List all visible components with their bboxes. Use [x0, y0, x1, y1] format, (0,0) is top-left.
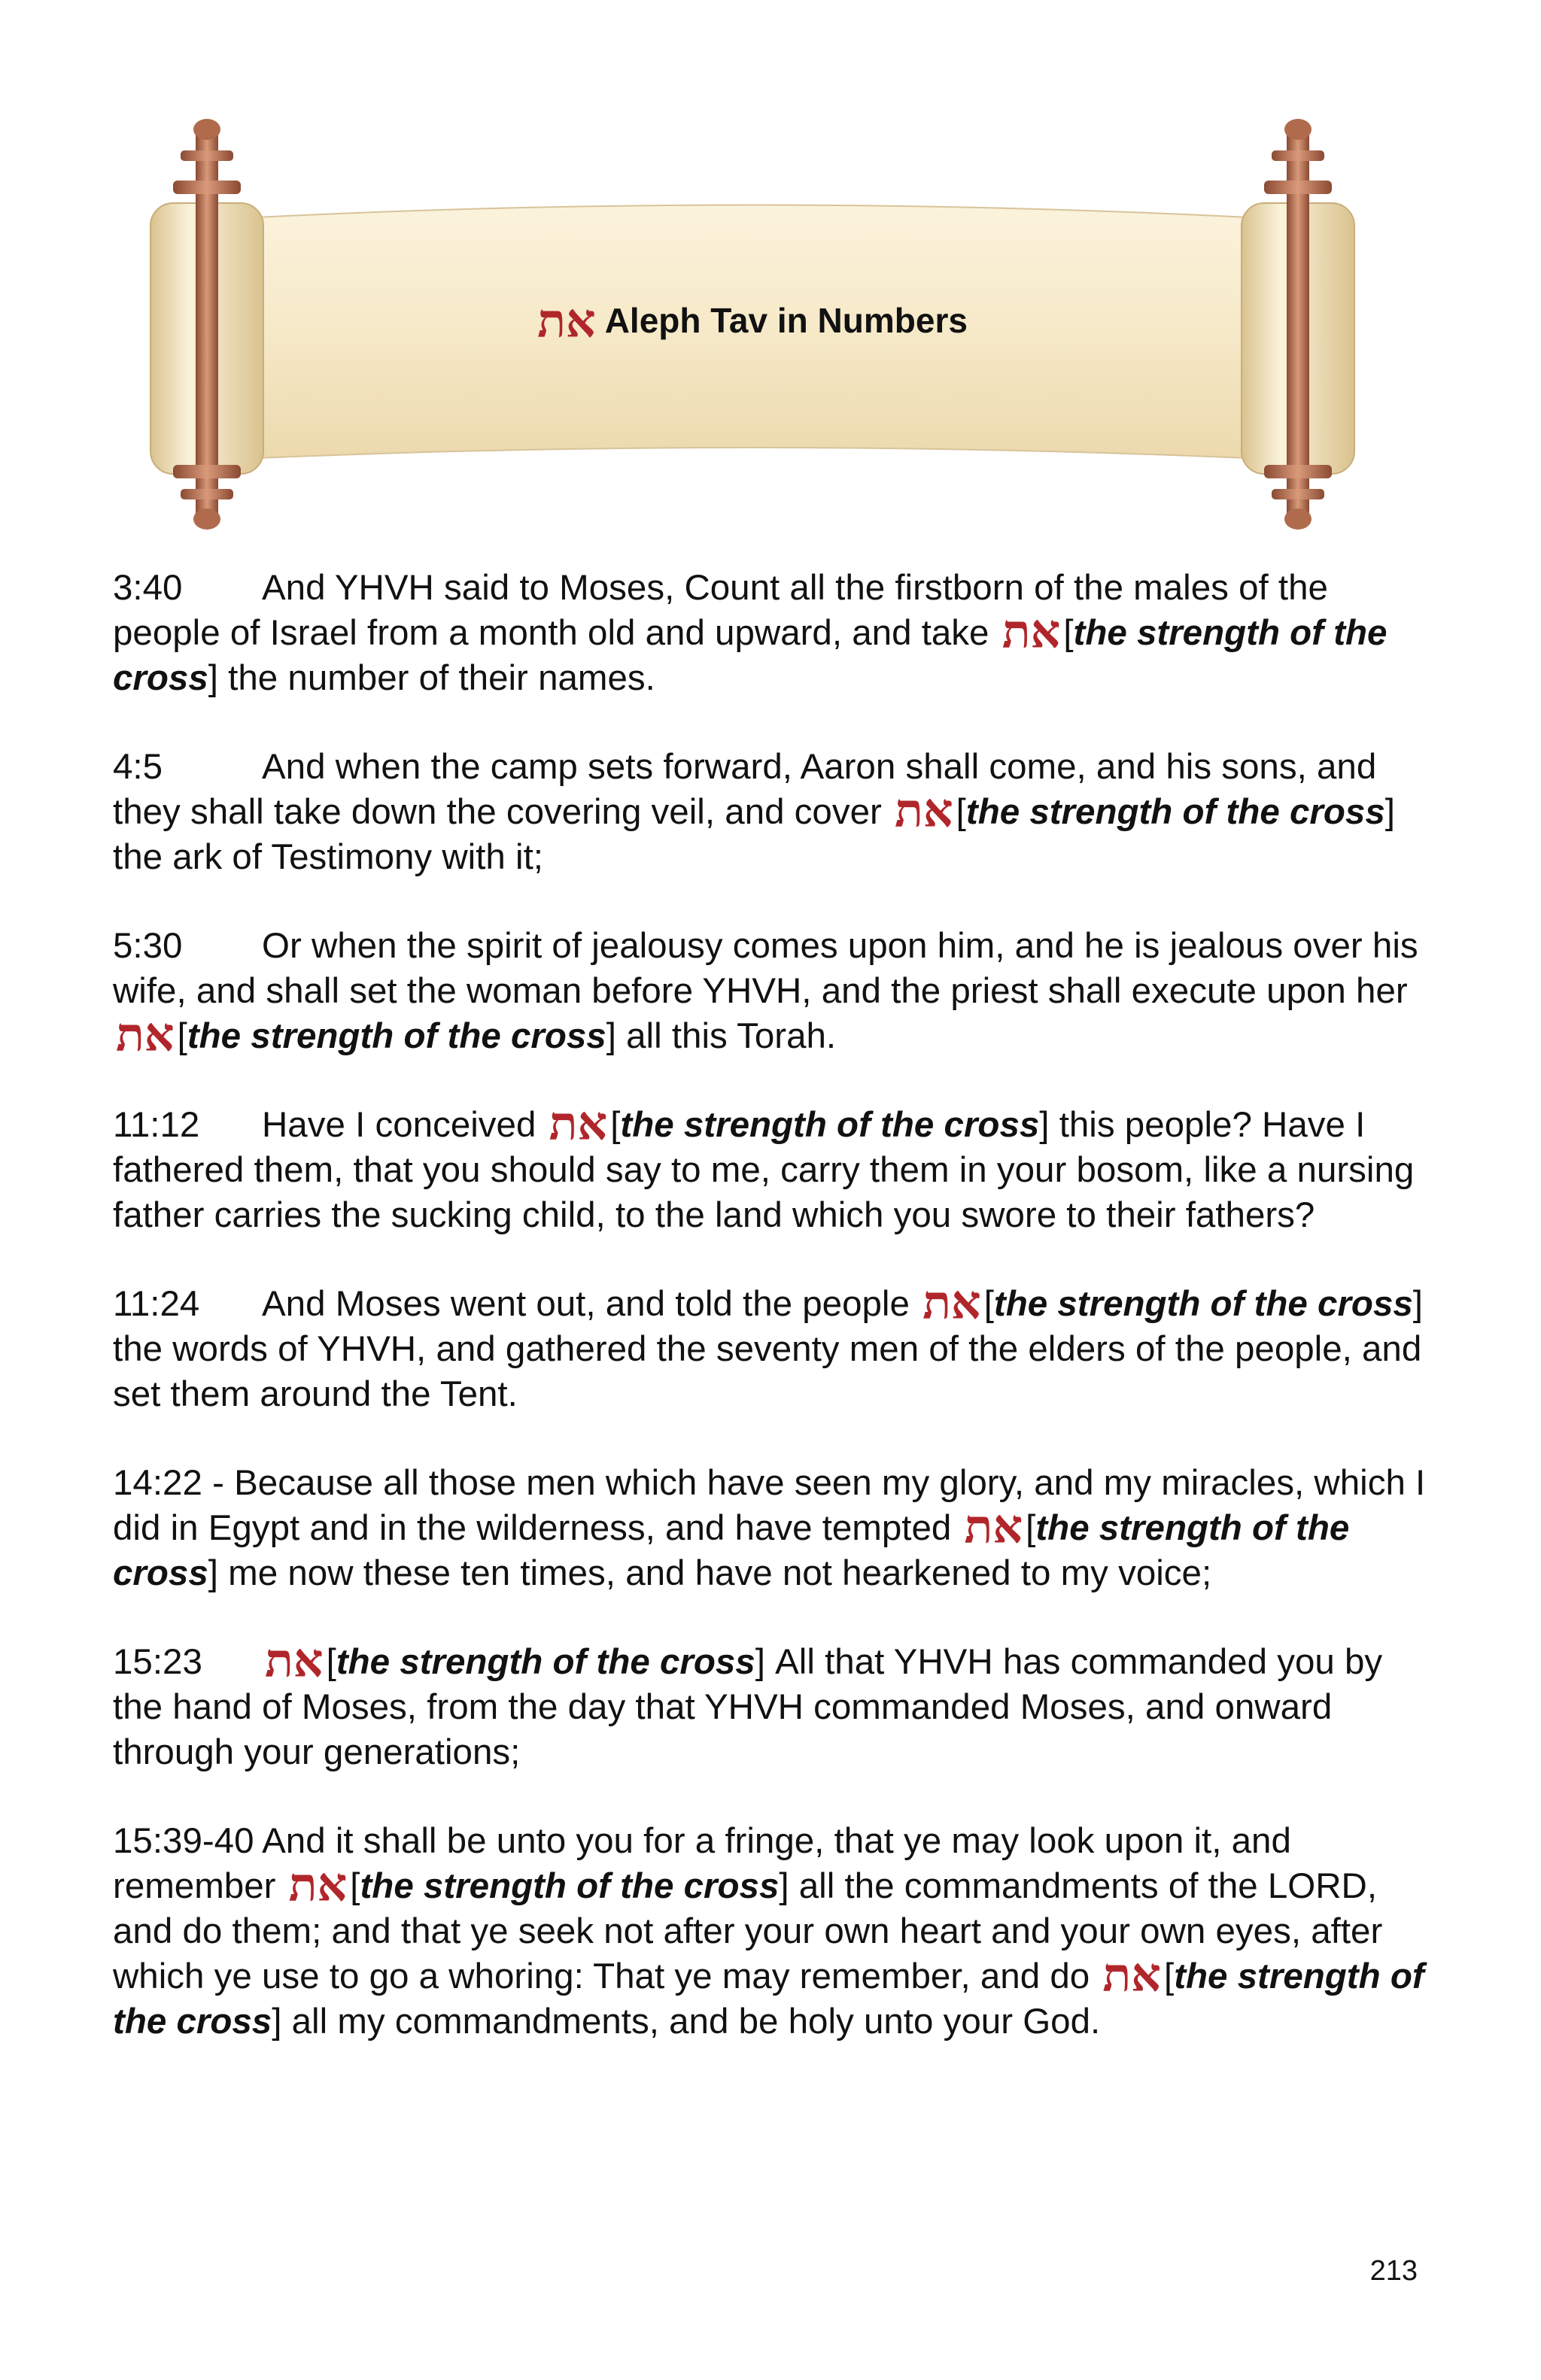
verse-text: all this Torah.	[626, 1016, 837, 1056]
gloss: the strength of the cross	[620, 1105, 1040, 1145]
aleph-tav-glyph: את	[1102, 1947, 1161, 2002]
verse-text: And YHVH said to Moses, Count all the firstborn of the males of the people of Israel from a month old and upward, and take	[113, 568, 1328, 653]
verse-list	[113, 566, 1430, 2088]
banner-title	[120, 293, 1384, 349]
verse-reference: 14:22 -	[113, 1463, 224, 1503]
verse-reference: 15:39-40	[113, 1821, 254, 1861]
verse-reference: 5:30	[113, 926, 183, 966]
gloss: the strength of the cross	[993, 1284, 1413, 1324]
verse-text: All that YHVH has commanded you by the hand of Moses, from the day that YHVH commanded Moses, and onward through your generations;	[113, 1642, 1383, 1772]
verse-reference: 3:40	[113, 568, 183, 608]
gloss: the strength of the cross	[113, 1957, 1424, 2042]
verse-reference: 11:24	[113, 1284, 200, 1324]
verse-text: the ark of Testimony with it;	[113, 837, 543, 877]
verse-text: all my commandments, and be holy unto your God.	[291, 2002, 1101, 2042]
gloss: the strength of the cross	[113, 1508, 1350, 1593]
verse-text: the words of YHVH, and gathered the seventy men of the elders of the people, and set them around the Tent.	[113, 1329, 1422, 1414]
verse-reference: 15:23	[113, 1642, 202, 1682]
aleph-tav-glyph: את	[116, 1007, 175, 1062]
scroll-banner	[120, 113, 1384, 534]
page-number: 213	[1369, 2255, 1418, 2287]
aleph-tav-glyph: את	[895, 783, 953, 838]
verse-text: And Moses went out, and told the people	[262, 1284, 910, 1324]
verse-reference: 11:12	[113, 1105, 200, 1145]
verse-text: And when the camp sets forward, Aaron shall come, and his sons, and they shall take down the covering veil, and cover	[113, 747, 1377, 832]
gloss: the strength of the cross	[360, 1866, 780, 1906]
aleph-tav-glyph: את	[537, 293, 596, 348]
verse-text: this people? Have I fathered them, that you should say to me, carry them in your bosom, like a nursing father carries the sucking child, to the land which you swore to their fathers?	[113, 1105, 1415, 1235]
gloss: the strength of the cross	[336, 1642, 755, 1682]
aleph-tav-glyph: את	[265, 1633, 324, 1688]
verse: 15:39-40 And it shall be unto you for a fringe, that ye may look upon it, and remember את[the strength of the cross] all the commandments of the LORD, and do them; and that ye seek not after your own heart and your own eyes, after which ye use to go a whoring: That ye may remember, and do את[the strength of the cross] all my commandments, and be holy unto your God.	[113, 1819, 1430, 2045]
verse-text: me now these ten times, and have not hearkened to my voice;	[228, 1553, 1212, 1593]
verse-text: And it shall be unto you for a fringe, that ye may look upon it, and remember	[113, 1821, 1291, 1906]
verse: 14:22 - Because all those men which have seen my glory, and my miracles, which I did in Egypt and in the wilderness, and have tempted את[the strength of the cross] me now these ten times, and have not hearkened to my voice;	[113, 1461, 1430, 1596]
aleph-tav-glyph: את	[288, 1857, 348, 1912]
aleph-tav-glyph: את	[1001, 604, 1061, 659]
banner-title-text: Aleph Tav in Numbers	[604, 301, 968, 340]
aleph-tav-glyph: את	[964, 1499, 1023, 1554]
verse: 4:5 And when the camp sets forward, Aaron shall come, and his sons, and they shall take down the covering veil, and cover את[the strength of the cross] the ark of Testimony with it;	[113, 745, 1430, 880]
verse: 5:30 Or when the spirit of jealousy comes upon him, and he is jealous over his wife, and shall set the woman before YHVH, and the priest shall execute upon her את[the strength of the cross] all this Torah.	[113, 924, 1430, 1059]
gloss: the strength of the cross	[187, 1016, 606, 1056]
verse-text: the number of their names.	[228, 658, 655, 698]
aleph-tav-glyph: את	[549, 1096, 608, 1151]
verse-text: Have I conceived	[262, 1105, 536, 1145]
verse-text: all the commandments of the LORD, and do them; and that ye seek not after your own heart and your own eyes, after which ye use to go a whoring: That ye may remember, and do	[113, 1866, 1383, 1996]
verse: 3:40 And YHVH said to Moses, Count all the firstborn of the males of the people of Israel from a month old and upward, and take את[the strength of the cross] the number of their names.	[113, 566, 1430, 701]
gloss: the strength of the cross	[965, 792, 1385, 832]
gloss: the strength of the cross	[113, 613, 1388, 698]
verse-text: Because all those men which have seen my glory, and my miracles, which I did in Egypt and in the wilderness, and have tempted	[113, 1463, 1426, 1548]
verse: 11:12 Have I conceived את[the strength of the cross] this people? Have I fathered them, that you should say to me, carry them in your bosom, like a nursing father carries the sucking child, to the land which you swore to their fathers?	[113, 1096, 1415, 1235]
aleph-tav-glyph: את	[922, 1275, 981, 1330]
verse-reference: 4:5	[113, 747, 163, 787]
verse: 11:24 And Moses went out, and told the people את[the strength of the cross] the words of YHVH, and gathered the seventy men of the elders of the people, and set them around the Tent.	[113, 1275, 1423, 1414]
verse-text: Or when the spirit of jealousy comes upon him, and he is jealous over his wife, and shall set the woman before YHVH, and the priest shall execute upon her	[113, 926, 1418, 1011]
verse: 15:23 את[the strength of the cross] All that YHVH has commanded you by the hand of Moses, from the day that YHVH commanded Moses, and onward through your generations;	[113, 1633, 1383, 1772]
